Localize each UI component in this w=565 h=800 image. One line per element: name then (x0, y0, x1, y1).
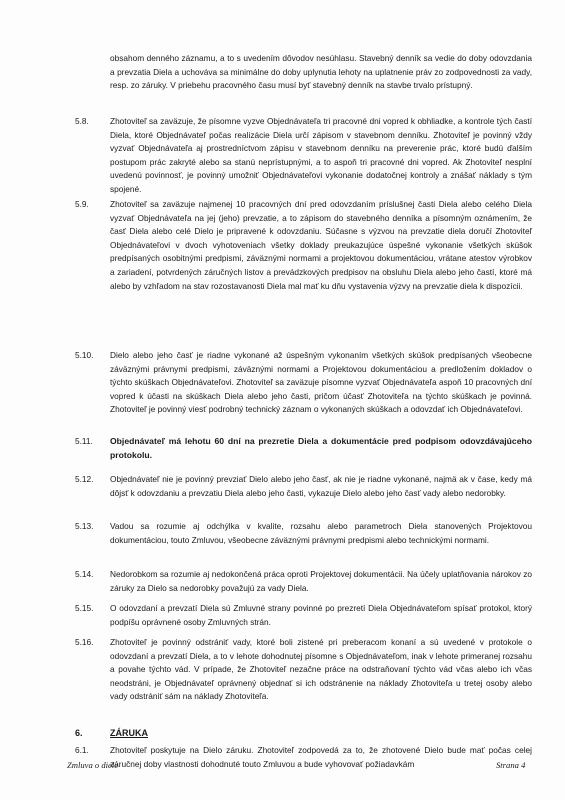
clause-number: 5.11. (75, 436, 93, 446)
clause-text: Nedorobkom sa rozumie aj nedokončená práca oproti Projektovej dokumentácii. Na účely uplatňovania nárokov zo záruky za Dielo sa nedorobky považujú za vady Diela. (110, 569, 532, 593)
footer-document-name: Zmluva o diele (67, 760, 119, 770)
clause-text: O odovzdaní a prevzatí Diela sú Zmluvné strany povinné po prezretí Diela Objednávateľom spísať protokol, ktorý podpíšu oprávnené osoby Zmluvných strán. (110, 603, 532, 627)
clause-number: 5.9. (75, 199, 89, 209)
clause-text: Zhotoviteľ je povinný odstrániť vady, ktoré boli zistené pri preberacom konaní a sú uvedené v protokole o odovzdaní a prevzatí Diela, a to v lehote dohodnutej písomne s Objednávateľom, inak v lehote primeranej rozsahu a povahe týchto vád. V prípade, že Zhotoviteľ nezačne práce na odstraňovaní týchto vád včas alebo ich včas neodstráni, je Objednávateľ oprávnený objednať si ich odstránenie na náklady Zhotoviteľa u tretej osoby alebo vady odstrániť sám na náklady Zhotoviteľa. (110, 637, 532, 702)
intro-paragraph: obsahom denného záznamu, a to s uvedením dôvodov nesúhlasu. Stavebný denník sa vedie do doby odovzdania a prevzatia Diela a uchováva sa minimálne do doby uplynutia lehoty na uplatnenie práv zo zodpovednosti za vady, resp. zo záruky. V priebehu pracovného času musí byť stavebný denník na stavbe trvalo prístupný. (110, 53, 532, 91)
clause-number: 5.14. (75, 569, 94, 579)
clause-number: 5.12. (75, 474, 94, 484)
clause-text: Zhotoviteľ poskytuje na Dielo záruku. Zhotoviteľ zodpovedá za to, že zhotovené Dielo bude mať počas celej záručnej doby vlastnosti dohodnuté touto Zmluvou a bude vyhovovať požiadavkám (110, 745, 532, 769)
clause-number: 5.10. (75, 350, 94, 360)
clause-number: 5.15. (75, 603, 94, 613)
clause-text: Objednávateľ nie je povinný prevziať Dielo alebo jeho časť, ak nie je riadne vykonané, najmä ak v čase, kedy má dôjsť k odovzdaniu a prevzatiu Diela alebo jeho časti, vykazuje Dielo alebo jeho časť vady alebo nedorobky. (110, 474, 532, 498)
clause-number: 5.8. (75, 116, 89, 126)
section-number: 6. (75, 728, 83, 738)
clause-text: Objednávateľ má lehotu 60 dní na prezretie Diela a dokumentácie pred podpisom odovzdávajúceho protokolu. (110, 436, 532, 460)
clause-number: 5.16. (75, 637, 94, 647)
clause-text: Vadou sa rozumie aj odchýlka v kvalite, rozsahu alebo parametroch Diela stanovených Projektovou dokumentáciou, touto Zmluvou, všeobecne záväznými právnymi predpismi alebo technickými normami. (110, 521, 532, 545)
clause-text: Dielo alebo jeho časť je riadne vykonané až úspešným vykonaním všetkých skúšok predpísaných všeobecne záväznými právnymi predpismi, záväznými normami a Projektovou dokumentáciou a predložením dokladov o týchto skúškach Objednávateľovi. Zhotoviteľ sa zaväzuje písomne vyzvať Objednávateľa aspoň 10 pracovných dní vopred k účasti na skúškach Diela alebo jeho časti, pričom účasť Zhotoviteľa na týchto skúškach je povinná. Zhotoviteľ je povinný viesť podrobný technický záznam o vykonaných skúškach a odovzdať ich Objednávateľovi. (110, 350, 532, 415)
clause-number: 6.1. (75, 745, 89, 755)
clause-number: 5.13. (75, 521, 94, 531)
section-title: ZÁRUKA (110, 728, 148, 738)
footer-page-number: Strana 4 (496, 760, 526, 770)
clause-text: Zhotoviteľ sa zaväzuje, že písomne vyzve Objednávateľa tri pracovné dni vopred k obhliadke, a kontrole tých častí Diela, ktoré Objednávateľ počas realizácie Diela určí zápisom v stavebnom denníku. Zhotoviteľ je povinný vždy vyzvať Objednávateľa aj prostredníctvom zápisu v stavebnom denníku na preverenie prác, ktoré budú ďalším postupom prác zakryté alebo sa stanú neprístupnými, a to aspoň tri pracovné dni vopred. Ak Zhotoviteľ nesplní uvedenú povinnosť, je povinný umožniť Objednávateľovi vykonanie dodatočnej kontroly a znášať náklady s tým spojené. (110, 116, 532, 194)
clause-text: Zhotoviteľ sa zaväzuje najmenej 10 pracovných dní pred odovzdaním príslušnej časti Diela alebo celého Diela vyzvať Objednávateľa na jej (jeho) prevzatie, a to zápisom do stavebného denníka a písomným oznámením, že časť Diela alebo celé Dielo je pripravené k odovzdaniu. Súčasne s výzvou na prevzatie diela doručí Zhotoviteľ Objednávateľovi v dvoch vyhotoveniach všetky doklady preukazujúce úspešné vykonanie všetkých skúšok predpísaných osobitnými predpismi, záväznými normami a projektovou dokumentáciou, vrátane atestov výrobkov a zariadení, potvrdených záručných listov a prevádzkových predpisov na obsluhu Diela alebo jeho častí, ktoré má alebo by vzhľadom na stav rozostavanosti Diela mal mať ku dňu vystavenia výzvy na prevzatie diela k dispozícii. (110, 199, 532, 291)
